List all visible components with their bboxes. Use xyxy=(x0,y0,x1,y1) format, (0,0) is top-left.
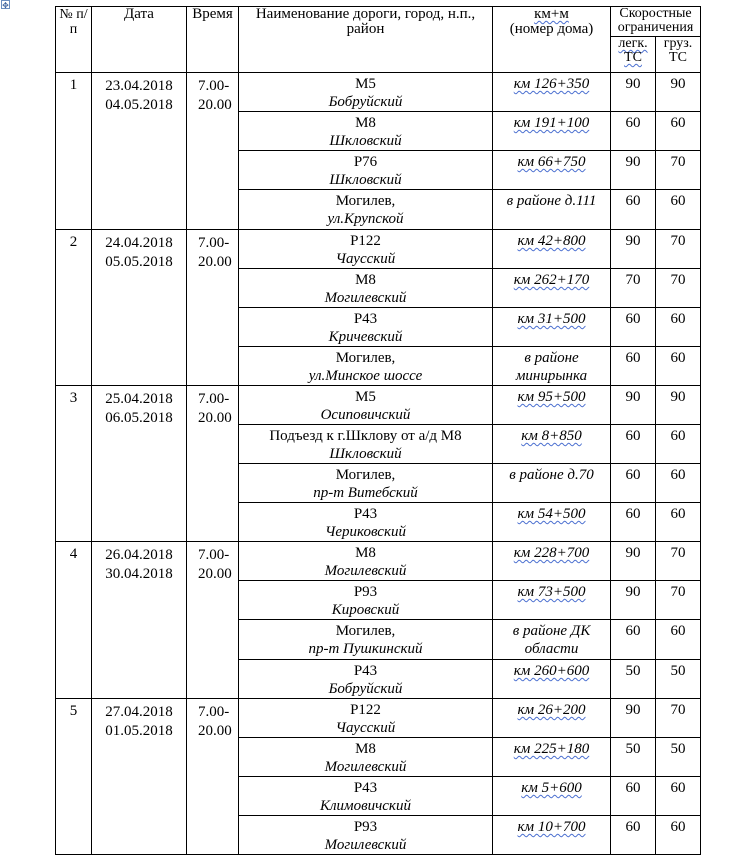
speed-light-value: 60 xyxy=(625,506,641,522)
km-cell xyxy=(493,386,611,425)
speed-truck-value: 70 xyxy=(670,545,686,561)
speed-light xyxy=(611,542,656,581)
speed-light-value: 50 xyxy=(625,663,641,679)
speed-light-value: 60 xyxy=(625,428,641,444)
speed-light-value: 90 xyxy=(625,389,641,405)
speed-truck-value: 70 xyxy=(670,154,686,170)
row-number-text: 4 xyxy=(69,546,78,562)
km-cell xyxy=(493,738,611,777)
km-value: км 54+500 xyxy=(517,506,586,522)
road-district: Могилевский xyxy=(324,759,407,775)
road-name: Могилев, xyxy=(335,193,396,209)
speed-light-value: 60 xyxy=(625,467,641,483)
km-value: в районе д.70 xyxy=(509,467,594,483)
speed-light-value: 60 xyxy=(625,819,641,835)
road-cell xyxy=(239,73,493,112)
speed-truck-value: 60 xyxy=(670,780,686,796)
header-date xyxy=(92,7,187,73)
speed-light xyxy=(611,738,656,777)
speed-light xyxy=(611,660,656,699)
header-time xyxy=(187,7,239,73)
road-district: Чериковский xyxy=(325,524,406,540)
road-name: Р43 xyxy=(353,663,378,679)
road-cell xyxy=(239,699,493,738)
header-truck xyxy=(656,37,701,73)
speed-truck-value: 60 xyxy=(670,193,686,209)
row-date xyxy=(92,73,187,230)
road-cell xyxy=(239,425,493,464)
table-row xyxy=(56,386,701,425)
speed-truck-value: 90 xyxy=(670,389,686,405)
road-district: Могилевский xyxy=(324,563,407,579)
row-time xyxy=(187,386,239,542)
date-from: 27.04.2018 xyxy=(105,704,173,720)
speed-truck xyxy=(656,269,701,308)
header-num xyxy=(56,7,92,73)
speed-truck-value: 60 xyxy=(670,311,686,327)
speed-truck xyxy=(656,503,701,542)
speed-light xyxy=(611,503,656,542)
speed-truck-value: 70 xyxy=(670,702,686,718)
km-cell xyxy=(493,269,611,308)
speed-light xyxy=(611,581,656,620)
speed-light-value: 90 xyxy=(625,584,641,600)
table-row xyxy=(56,542,701,581)
km-value: в районе д.111 xyxy=(506,193,597,209)
speed-light-value: 60 xyxy=(625,193,641,209)
road-cell xyxy=(239,620,493,660)
road-name: М5 xyxy=(355,76,376,92)
speed-truck xyxy=(656,73,701,112)
speed-light-value: 90 xyxy=(625,154,641,170)
speed-light xyxy=(611,112,656,151)
speed-truck-value: 60 xyxy=(670,115,686,131)
road-name: Р122 xyxy=(350,702,381,718)
road-district: Кировский xyxy=(331,602,400,618)
speed-truck xyxy=(656,347,701,386)
row-number xyxy=(56,542,92,699)
speed-truck xyxy=(656,464,701,503)
road-district: Осиповичский xyxy=(320,407,411,423)
header-km-line2: (номер дома) xyxy=(509,21,594,37)
road-cell xyxy=(239,660,493,699)
table-row xyxy=(56,699,701,738)
road-district: ул.Крупской xyxy=(327,211,404,227)
table-row xyxy=(56,230,701,269)
speed-light xyxy=(611,699,656,738)
road-name: Р43 xyxy=(353,311,378,327)
road-name: Могилев, xyxy=(335,350,396,366)
km-cell xyxy=(493,503,611,542)
row-date xyxy=(92,386,187,542)
road-name: Могилев, xyxy=(335,467,396,483)
row-number-text: 1 xyxy=(69,77,78,93)
speed-light-value: 60 xyxy=(625,780,641,796)
row-number xyxy=(56,73,92,230)
header-km xyxy=(493,7,611,73)
speed-light xyxy=(611,620,656,660)
speed-truck xyxy=(656,777,701,816)
speed-truck-value: 60 xyxy=(670,428,686,444)
km-value: в районе минирынка xyxy=(515,350,588,384)
road-name: Р93 xyxy=(353,819,378,835)
km-value: км 260+600 xyxy=(513,663,590,679)
road-district: Бобруйский xyxy=(328,94,403,110)
road-name: Могилев, xyxy=(335,623,396,639)
speed-truck xyxy=(656,660,701,699)
speed-truck xyxy=(656,542,701,581)
km-cell xyxy=(493,73,611,112)
row-time xyxy=(187,230,239,386)
speed-truck-value: 60 xyxy=(670,623,686,639)
road-cell xyxy=(239,386,493,425)
speed-truck-value: 90 xyxy=(670,76,686,92)
speed-light xyxy=(611,816,656,855)
header-truck-label: груз. ТС xyxy=(663,36,693,65)
speed-light-value: 90 xyxy=(625,545,641,561)
speed-light xyxy=(611,777,656,816)
road-cell xyxy=(239,777,493,816)
road-cell xyxy=(239,581,493,620)
date-to: 01.05.2018 xyxy=(105,723,173,739)
road-district: Шкловский xyxy=(329,446,402,462)
speed-light xyxy=(611,151,656,190)
row-number-text: 2 xyxy=(69,234,78,250)
speed-truck xyxy=(656,816,701,855)
row-time xyxy=(187,73,239,230)
table-row xyxy=(56,73,701,112)
row-number-text: 3 xyxy=(69,390,78,406)
km-cell xyxy=(493,777,611,816)
header-time-label: Время xyxy=(192,6,233,22)
date-to: 04.05.2018 xyxy=(105,97,173,113)
km-value: км 73+500 xyxy=(517,584,586,600)
road-cell xyxy=(239,503,493,542)
road-district: Шкловский xyxy=(329,133,402,149)
road-name: М8 xyxy=(355,115,376,131)
km-cell xyxy=(493,464,611,503)
km-cell xyxy=(493,699,611,738)
speed-truck xyxy=(656,699,701,738)
row-date xyxy=(92,542,187,699)
km-cell xyxy=(493,151,611,190)
km-cell xyxy=(493,308,611,347)
road-name: М8 xyxy=(355,545,376,561)
km-cell xyxy=(493,816,611,855)
date-from: 25.04.2018 xyxy=(105,391,173,407)
road-name: Р93 xyxy=(353,584,378,600)
row-number xyxy=(56,699,92,855)
header-road xyxy=(239,7,493,73)
road-district: Могилевский xyxy=(324,837,407,853)
road-district: Кричевский xyxy=(328,329,403,345)
date-from: 23.04.2018 xyxy=(105,78,173,94)
speed-light xyxy=(611,347,656,386)
road-name: Р43 xyxy=(353,780,378,796)
speed-truck-value: 70 xyxy=(670,233,686,249)
speed-truck xyxy=(656,620,701,660)
row-date xyxy=(92,230,187,386)
road-name: Подъезд к г.Шклову от а/д М8 xyxy=(269,428,462,444)
road-cell xyxy=(239,269,493,308)
time-text: 7.00-20.00 xyxy=(198,704,232,739)
km-value: в районе ДК области xyxy=(512,623,591,657)
km-cell xyxy=(493,190,611,230)
road-cell xyxy=(239,151,493,190)
date-to: 30.04.2018 xyxy=(105,566,173,582)
header-light xyxy=(611,37,656,73)
speed-light-value: 90 xyxy=(625,702,641,718)
road-name: М8 xyxy=(355,272,376,288)
row-time xyxy=(187,699,239,855)
road-district: ул.Минское шоссе xyxy=(308,368,423,384)
km-value: км 126+350 xyxy=(513,76,590,92)
road-name: Р43 xyxy=(353,506,378,522)
header-road-label: Наименование дороги, город, н.п., район xyxy=(255,6,476,37)
km-cell xyxy=(493,112,611,151)
road-name: М5 xyxy=(355,389,376,405)
road-district: Чаусский xyxy=(335,720,396,736)
speed-light-value: 60 xyxy=(625,311,641,327)
road-cell xyxy=(239,308,493,347)
row-date xyxy=(92,699,187,855)
speed-truck-value: 50 xyxy=(670,663,686,679)
km-cell xyxy=(493,425,611,464)
km-value: км 8+850 xyxy=(521,428,582,444)
time-text: 7.00-20.00 xyxy=(198,391,232,426)
road-cell xyxy=(239,347,493,386)
speed-truck-value: 60 xyxy=(670,506,686,522)
speed-light xyxy=(611,425,656,464)
table-header xyxy=(56,7,701,73)
km-value: км 262+170 xyxy=(513,272,590,288)
speed-truck-value: 50 xyxy=(670,741,686,757)
speed-light-value: 60 xyxy=(625,350,641,366)
road-cell xyxy=(239,112,493,151)
row-number-text: 5 xyxy=(69,703,78,719)
time-text: 7.00-20.00 xyxy=(198,547,232,582)
speed-light-value: 50 xyxy=(625,741,641,757)
table-body xyxy=(56,73,701,855)
speed-light xyxy=(611,269,656,308)
speed-truck xyxy=(656,386,701,425)
road-cell xyxy=(239,464,493,503)
road-district: пр-т Витебский xyxy=(313,485,418,501)
km-cell xyxy=(493,347,611,386)
date-to: 05.05.2018 xyxy=(105,254,173,270)
km-cell xyxy=(493,620,611,660)
road-district: Шкловский xyxy=(329,172,402,188)
km-value: км 5+600 xyxy=(521,780,582,796)
speed-light xyxy=(611,308,656,347)
speed-truck xyxy=(656,112,701,151)
km-cell xyxy=(493,230,611,269)
km-value: км 31+500 xyxy=(517,311,586,327)
date-from: 24.04.2018 xyxy=(105,235,173,251)
km-value: км 95+500 xyxy=(517,389,586,405)
speed-control-schedule-table xyxy=(55,6,701,855)
km-value: км 66+750 xyxy=(517,154,586,170)
road-cell xyxy=(239,738,493,777)
speed-light xyxy=(611,386,656,425)
header-date-label: Дата xyxy=(124,6,154,22)
time-text: 7.00-20.00 xyxy=(198,78,232,113)
road-name: М8 xyxy=(355,741,376,757)
km-cell xyxy=(493,542,611,581)
speed-light-value: 90 xyxy=(625,233,641,249)
speed-light xyxy=(611,230,656,269)
speed-truck-value: 60 xyxy=(670,467,686,483)
km-value: км 191+100 xyxy=(513,115,590,131)
road-district: Чаусский xyxy=(335,251,396,267)
header-light-label: легк. ТС xyxy=(618,36,648,65)
road-cell xyxy=(239,190,493,230)
road-district: пр-т Пушкинский xyxy=(308,641,423,657)
row-number xyxy=(56,386,92,542)
km-value: км 26+200 xyxy=(517,702,586,718)
km-cell xyxy=(493,581,611,620)
date-to: 06.05.2018 xyxy=(105,410,173,426)
road-cell xyxy=(239,230,493,269)
speed-truck-value: 60 xyxy=(670,350,686,366)
road-cell xyxy=(239,542,493,581)
header-km-line1: км+м xyxy=(534,6,569,22)
speed-truck xyxy=(656,190,701,230)
km-value: км 228+700 xyxy=(513,545,590,561)
speed-light-value: 60 xyxy=(625,115,641,131)
road-district: Климовичский xyxy=(320,798,411,814)
speed-truck xyxy=(656,308,701,347)
km-value: км 42+800 xyxy=(517,233,586,249)
road-district: Могилевский xyxy=(324,290,407,306)
speed-truck xyxy=(656,230,701,269)
speed-light xyxy=(611,190,656,230)
table-move-handle-icon[interactable]: ✥ xyxy=(2,1,9,10)
speed-light-value: 70 xyxy=(625,272,641,288)
speed-truck-value: 70 xyxy=(670,584,686,600)
header-speed xyxy=(611,7,701,37)
header-speed-label: Скоростные ограничения xyxy=(617,6,694,35)
speed-truck xyxy=(656,581,701,620)
header-num-label: № п/п xyxy=(59,7,88,37)
speed-light xyxy=(611,464,656,503)
km-cell xyxy=(493,660,611,699)
speed-light-value: 60 xyxy=(625,623,641,639)
speed-light-value: 90 xyxy=(625,76,641,92)
row-time xyxy=(187,542,239,699)
road-name: Р76 xyxy=(353,154,378,170)
speed-truck-value: 70 xyxy=(670,272,686,288)
speed-truck-value: 60 xyxy=(670,819,686,835)
speed-truck xyxy=(656,738,701,777)
row-number xyxy=(56,230,92,386)
km-value: км 225+180 xyxy=(513,741,590,757)
road-cell xyxy=(239,816,493,855)
date-from: 26.04.2018 xyxy=(105,547,173,563)
speed-light xyxy=(611,73,656,112)
road-name: Р122 xyxy=(350,233,381,249)
km-value: км 10+700 xyxy=(517,819,586,835)
speed-truck xyxy=(656,151,701,190)
time-text: 7.00-20.00 xyxy=(198,235,232,270)
speed-truck xyxy=(656,425,701,464)
road-district: Бобруйский xyxy=(328,681,403,697)
